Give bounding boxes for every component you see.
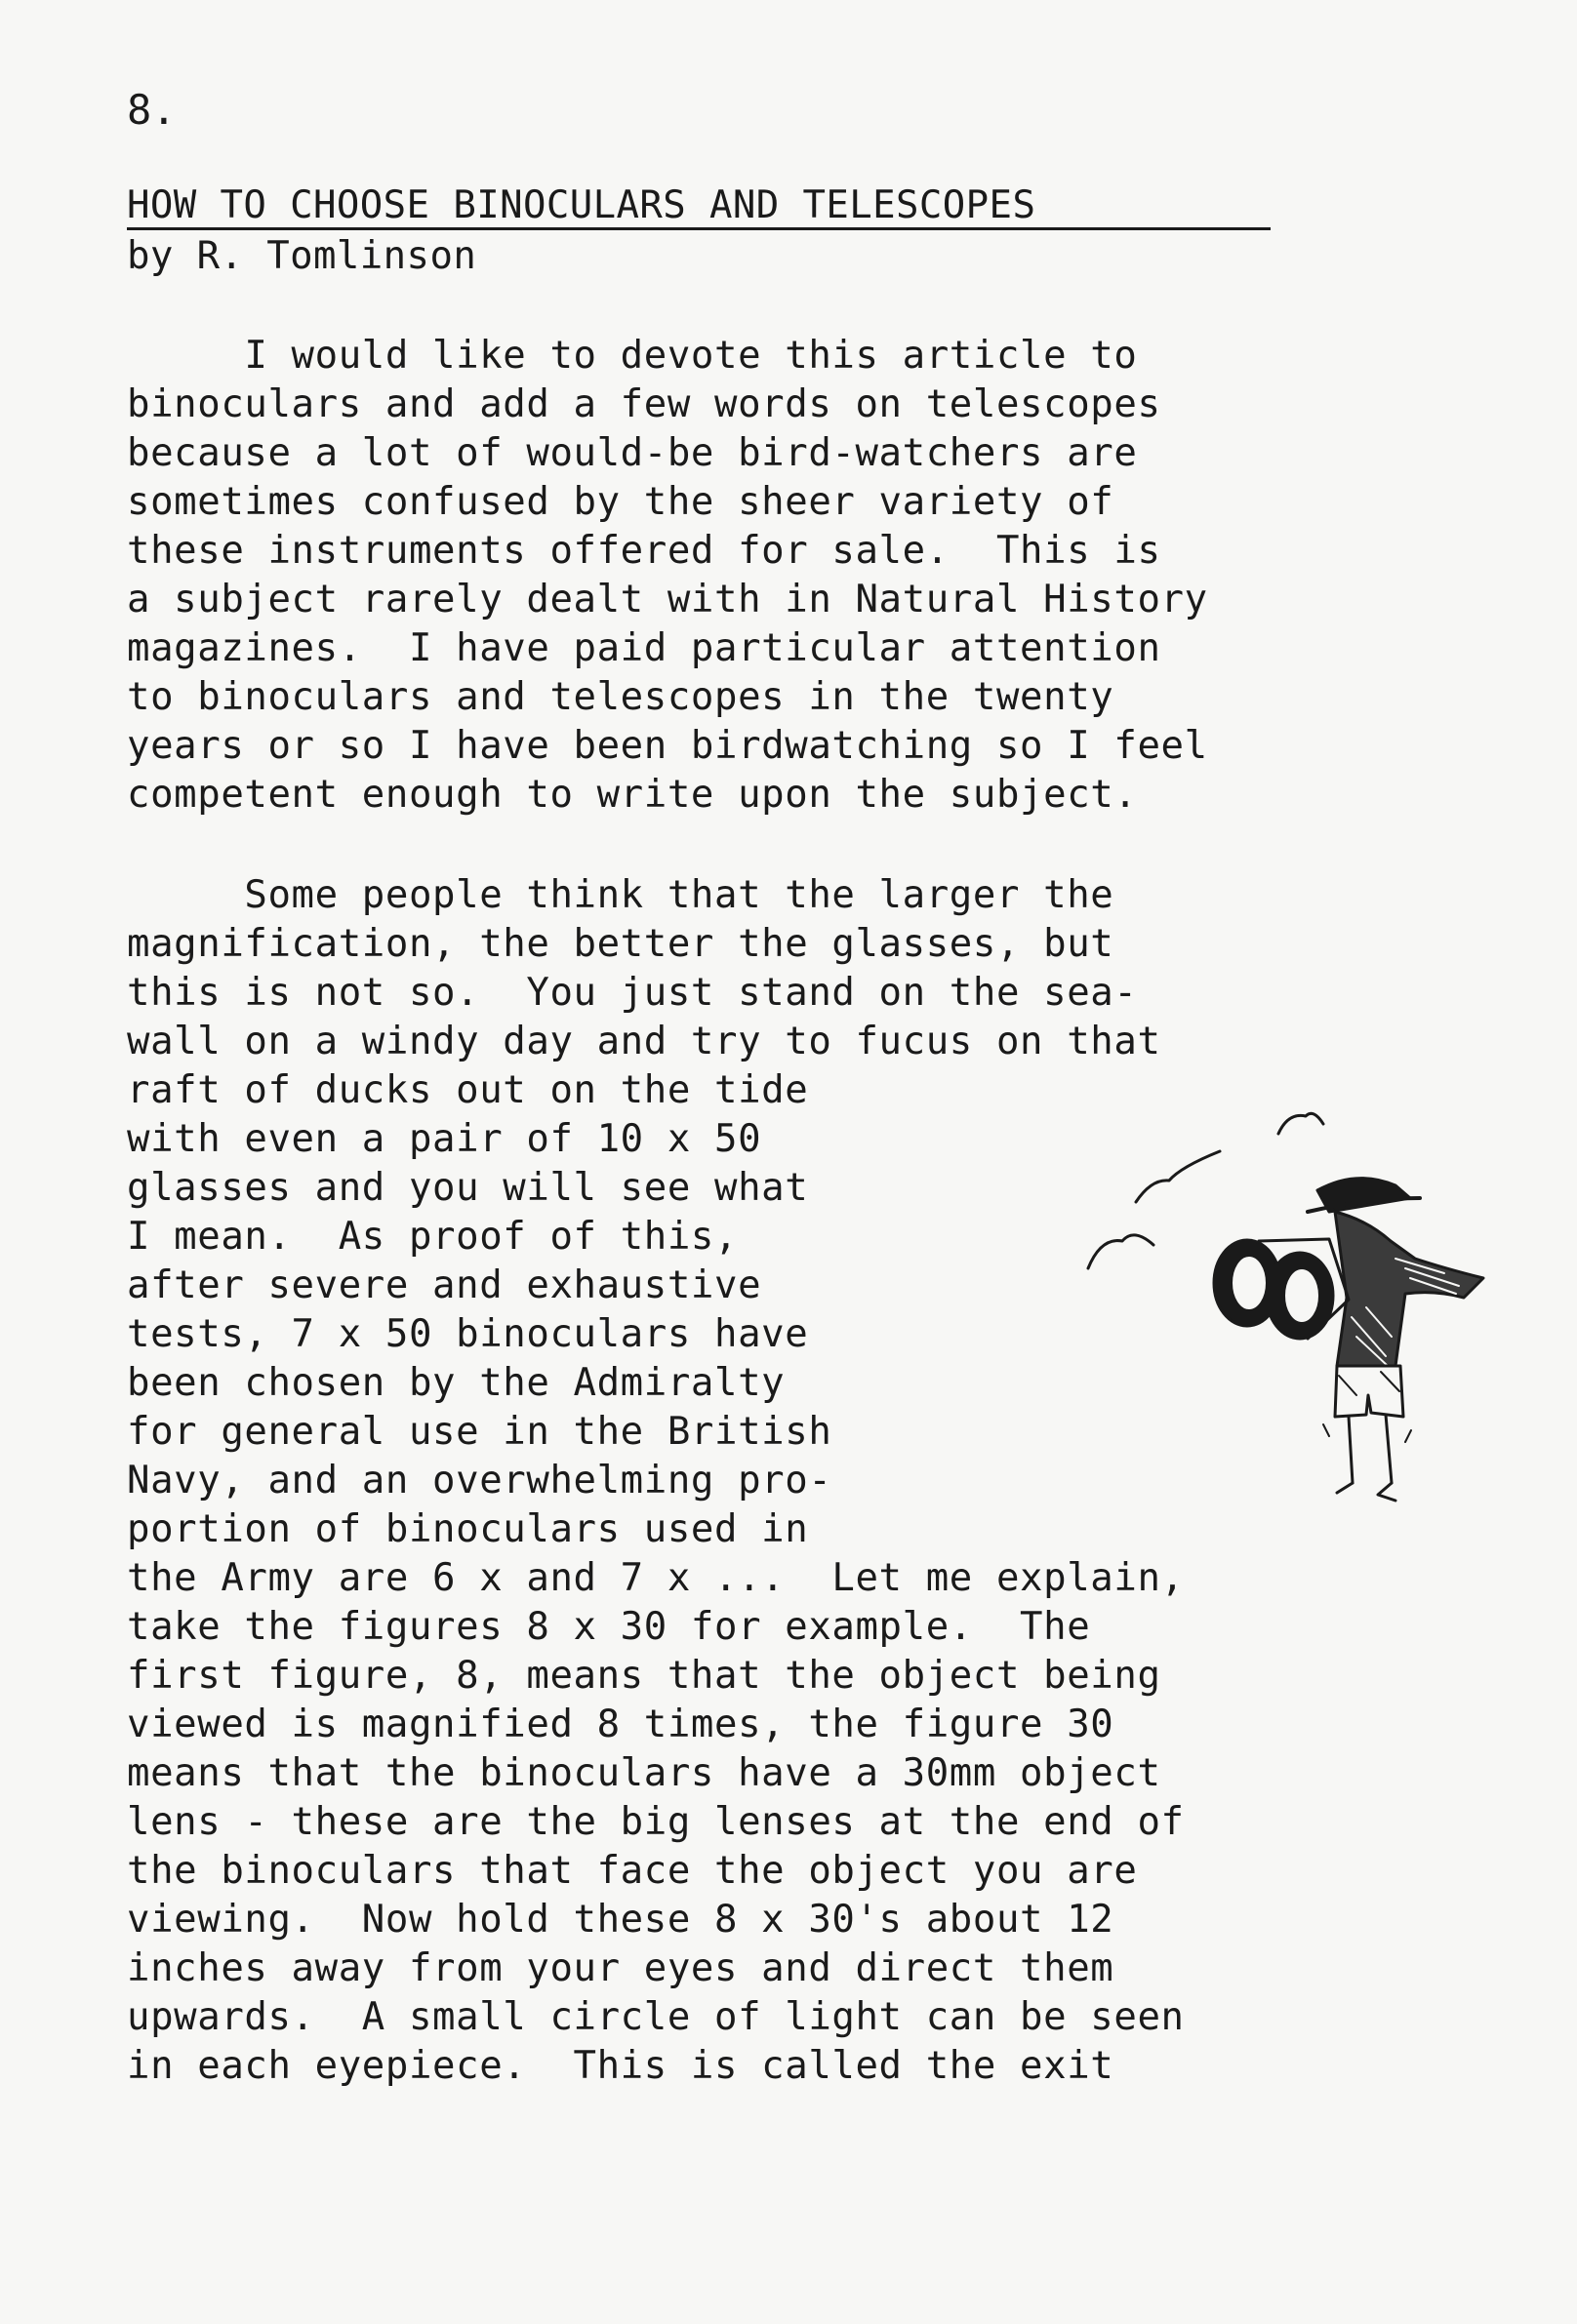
text-line: upwards. A small circle of light can be seen bbox=[127, 1995, 1185, 2039]
text-line: been chosen by the Admiralty bbox=[127, 1361, 786, 1405]
text-line: sometimes confused by the sheer variety of bbox=[127, 480, 1114, 524]
text-line: lens - these are the big lenses at the end of bbox=[127, 1800, 1185, 1844]
text-line: means that the binoculars have a 30mm object bbox=[127, 1751, 1161, 1795]
text-line: raft of ducks out on the tide bbox=[127, 1068, 809, 1112]
birdwatcher-figure bbox=[1214, 1179, 1483, 1501]
text-line: years or so I have been birdwatching so I feel bbox=[127, 724, 1208, 768]
text-line: glasses and you will see what bbox=[127, 1166, 809, 1210]
text-line: after severe and exhaustive bbox=[127, 1263, 762, 1307]
text-line: viewing. Now hold these 8 x 30's about 12 bbox=[127, 1898, 1114, 1942]
text-line: magazines. I have paid particular attention bbox=[127, 626, 1161, 670]
text-line: magnification, the better the glasses, but bbox=[127, 922, 1114, 966]
text-line: because a lot of would-be bird-watchers are bbox=[127, 431, 1138, 475]
text-line: portion of binoculars used in bbox=[127, 1507, 809, 1551]
text-line: first figure, 8, means that the object being bbox=[127, 1654, 1161, 1698]
text-line: these instruments offered for sale. This is bbox=[127, 529, 1161, 573]
text-line: I would like to devote this article to bbox=[127, 334, 1138, 378]
article-title: HOW TO CHOOSE BINOCULARS AND TELESCOPES bbox=[127, 183, 1036, 227]
text-line: in each eyepiece. This is called the exit bbox=[127, 2044, 1114, 2088]
title-underline bbox=[127, 227, 1271, 230]
birdwatcher-with-binoculars-sketch-icon bbox=[1073, 1073, 1503, 1542]
text-line: the binoculars that face the object you are bbox=[127, 1849, 1138, 1893]
gull-icon bbox=[1278, 1113, 1323, 1134]
text-line: this is not so. You just stand on the sea- bbox=[127, 971, 1138, 1015]
text-line: to binoculars and telescopes in the twenty bbox=[127, 675, 1114, 719]
text-line: inches away from your eyes and direct them bbox=[127, 1946, 1114, 1990]
text-line: for general use in the British bbox=[127, 1410, 832, 1454]
gull-icon bbox=[1088, 1235, 1153, 1268]
text-line: tests, 7 x 50 binoculars have bbox=[127, 1312, 809, 1356]
text-line: take the figures 8 x 30 for example. The bbox=[127, 1605, 1091, 1649]
text-line: with even a pair of 10 x 50 bbox=[127, 1117, 762, 1161]
text-line: binoculars and add a few words on telescopes bbox=[127, 382, 1161, 426]
text-line: competent enough to write upon the subject. bbox=[127, 773, 1138, 817]
gull-icon bbox=[1136, 1151, 1220, 1202]
text-line: Navy, and an overwhelming pro- bbox=[127, 1459, 832, 1503]
text-line: a subject rarely dealt with in Natural History bbox=[127, 578, 1208, 621]
text-line: the Army are 6 x and 7 x ... Let me explain, bbox=[127, 1556, 1185, 1600]
article-byline: by R. Tomlinson bbox=[127, 234, 477, 278]
page-number: 8. bbox=[127, 86, 177, 134]
text-line: I mean. As proof of this, bbox=[127, 1215, 739, 1259]
text-line: viewed is magnified 8 times, the figure 30 bbox=[127, 1703, 1114, 1746]
text-line: wall on a windy day and try to fucus on that bbox=[127, 1020, 1161, 1063]
text-line: Some people think that the larger the bbox=[127, 873, 1114, 917]
